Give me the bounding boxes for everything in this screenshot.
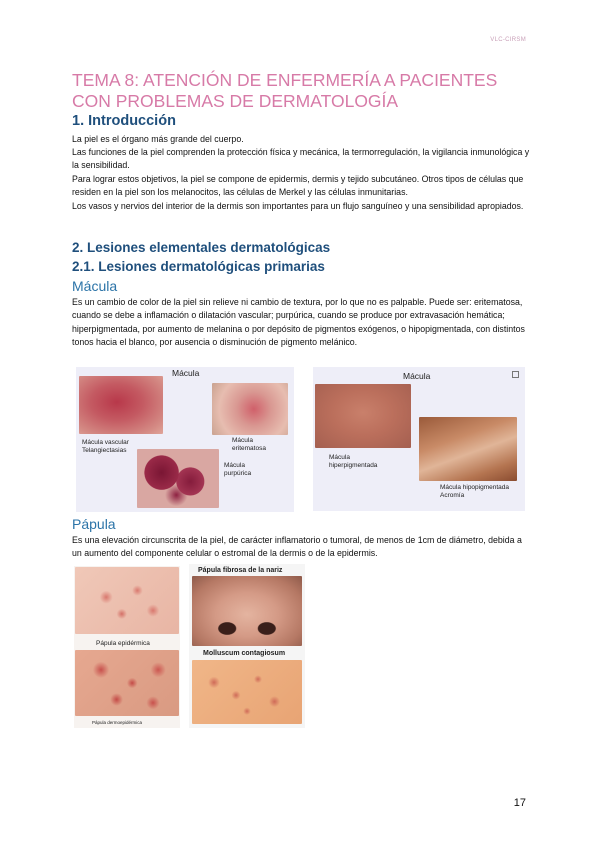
- close-icon: [512, 371, 519, 378]
- hypopigmented-macule-photo: [419, 417, 517, 481]
- macula-hipopigmentada-label: Mácula hipopigmentada Acromía: [440, 484, 510, 499]
- papula-figure-left: [74, 566, 180, 728]
- heading-macula: Mácula: [72, 278, 118, 294]
- intro-line-2: Las funciones de la piel comprenden la protección física y mecánica, la termorregulación, la vigilancia inmunológica y la sensibilidad.: [72, 147, 530, 171]
- macula-hiperpigmentada-label: Mácula hiperpigmentada: [329, 454, 378, 469]
- papula-figure-right: [189, 564, 305, 728]
- heading-papula: Pápula: [72, 516, 116, 532]
- macula-vascular-label: Mácula vascular Telangiectasias: [82, 439, 129, 454]
- telangiectasia-photo: [79, 376, 163, 434]
- molluscum-label: Molluscum contagiosum: [203, 650, 286, 657]
- macula-eritematosa-label: Mácula eritematosa: [232, 437, 266, 452]
- papula-dermoepidermica-label: Pápula dermoepidérmica: [92, 720, 143, 725]
- erythematous-macule-photo: [212, 383, 288, 435]
- page-number: 17: [513, 797, 526, 809]
- header-tag: VLC-CIRSM: [490, 37, 526, 43]
- macula-figure-right-title: Mácula: [403, 371, 431, 381]
- fibrous-papule-nose-photo: [192, 576, 302, 646]
- heading-introduccion: 1. Introducción: [72, 113, 176, 129]
- page-title: TEMA 8: ATENCIÓN DE ENFERMERÍA A PACIENTES CON PROBLEMAS DE DERMATOLOGÍA: [72, 70, 498, 111]
- purpuric-macule-photo: [137, 449, 219, 508]
- macula-figure-right: [313, 367, 525, 511]
- heading-lesiones-elementales: 2. Lesiones elementales dermatológicas: [72, 240, 331, 255]
- molluscum-photo: [192, 660, 302, 724]
- papula-fibrosa-label: Pápula fibrosa de la nariz: [198, 567, 283, 574]
- intro-line-4: Los vasos y nervios del interior de la dermis son importantes para un flujo sanguíneo y una sensibilidad apropiados.: [72, 201, 524, 211]
- heading-lesiones-primarias: 2.1. Lesiones dermatológicas primarias: [72, 259, 325, 274]
- intro-line-3: Para lograr estos objetivos, la piel se compone de epidermis, dermis y tejido subcutáneo. Otros tipos de células que residen en la piel son los melanocitos, las células de Merkel y las células inmunitarias.: [72, 174, 524, 198]
- macula-figure-left: [76, 367, 294, 512]
- papula-description: Es una elevación circunscrita de la piel, de carácter inflamatorio o tumoral, de menos de 1cm de diámetro, debida a un aumento del componente celular o estromal de la dermis o de la epidermis.: [72, 535, 522, 559]
- epidermal-papule-photo: [75, 567, 179, 634]
- dermoepidermal-papule-photo: [75, 650, 179, 716]
- macula-description: Es un cambio de color de la piel sin relieve ni cambio de textura, por lo que no es palpable. Puede ser: eritematosa, cuando se debe a inflamación o dilatación vascular; purpúrica, cuando se produce por extravasación hemática; hiperpigmentada, por aumento de melanina o por depósito de pigmentos exógenos, o hipopigmentada, con distintos tonos hacia el blanco, por ausencia o disminución de pigmento melánico.: [72, 297, 525, 348]
- hyperpigmented-macule-photo: [315, 384, 411, 448]
- intro-line-1: La piel es el órgano más grande del cuerpo.: [72, 134, 244, 144]
- papula-epidermica-label: Pápula epidérmica: [96, 640, 150, 647]
- macula-purpurica-label: Mácula purpúrica: [224, 462, 252, 477]
- macula-figure-left-title: Mácula: [172, 368, 200, 378]
